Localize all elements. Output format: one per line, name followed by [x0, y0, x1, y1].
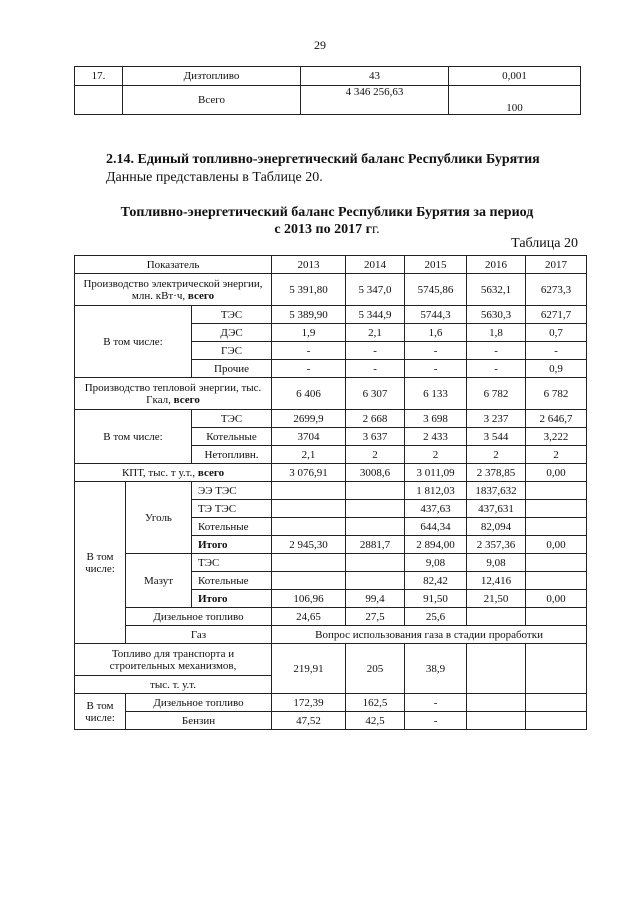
table-cell: -	[405, 342, 467, 360]
row-label: КПТ, тыс. т у.т., всего	[75, 464, 272, 482]
row-label: ТЭС	[192, 306, 272, 324]
table-title	[74, 204, 580, 238]
table-cell: 2881,7	[346, 536, 405, 554]
row-label: Топливо для транспорта и строительных механизмов,	[75, 644, 272, 676]
table-cell	[526, 572, 587, 590]
row-label: Бензин	[126, 712, 272, 730]
table-cell	[272, 518, 346, 536]
table-row	[75, 67, 581, 86]
table-row	[75, 626, 587, 644]
table-cell: -	[346, 360, 405, 378]
table-cell: 0,00	[526, 536, 587, 554]
table-cell	[526, 694, 587, 712]
table-cell: 3704	[272, 428, 346, 446]
table-cell: 6 406	[272, 378, 346, 410]
table-cell: 2	[526, 446, 587, 464]
table-row	[75, 644, 587, 676]
table-row	[75, 554, 587, 572]
table-cell	[346, 572, 405, 590]
table-cell	[467, 608, 526, 626]
table-cell: 0,7	[526, 324, 587, 342]
gas-note: Вопрос использования газа в стадии проработки	[272, 626, 587, 644]
table-cell: 2 668	[346, 410, 405, 428]
row-label: ТЭ ТЭС	[192, 500, 272, 518]
row-label: Итого	[192, 536, 272, 554]
row-label: Котельные	[192, 572, 272, 590]
table-cell: 437,63	[405, 500, 467, 518]
section-heading: 2.14. Единый топливно-энергетический баланс Республики Бурятия	[106, 152, 540, 167]
table-cell	[526, 644, 587, 694]
table-cell: 0,00	[526, 464, 587, 482]
fuel-energy-balance-table	[74, 255, 587, 730]
total-value: 4 346 256,63	[301, 86, 449, 115]
table-cell	[272, 572, 346, 590]
total-label: Всего	[123, 86, 301, 115]
table-cell	[526, 608, 587, 626]
table-cell: 5 391,80	[272, 274, 346, 306]
table-cell: 6273,3	[526, 274, 587, 306]
table-cell: 5630,3	[467, 306, 526, 324]
table-cell: 27,5	[346, 608, 405, 626]
table-cell: 6 782	[467, 378, 526, 410]
row-label: Котельные	[192, 428, 272, 446]
table-cell	[346, 500, 405, 518]
row-label: Производство тепловой энергии, тыс. Гкал, всего	[75, 378, 272, 410]
table-cell: -	[405, 360, 467, 378]
page-number: 29	[314, 38, 326, 52]
table-cell: -	[346, 342, 405, 360]
table-cell: 6 133	[405, 378, 467, 410]
table-cell	[346, 518, 405, 536]
table-cell: 2,1	[272, 446, 346, 464]
row-label: Дизельное топливо	[126, 608, 272, 626]
table-cell: -	[405, 694, 467, 712]
row-label: Итого	[192, 590, 272, 608]
table-cell: 0,00	[526, 590, 587, 608]
table-cell: 205	[346, 644, 405, 694]
table-cell: 2699,9	[272, 410, 346, 428]
table-cell: 5 347,0	[346, 274, 405, 306]
table-cell: 1,9	[272, 324, 346, 342]
table-cell: 2,1	[346, 324, 405, 342]
table-cell	[272, 482, 346, 500]
table-cell: 5 389,90	[272, 306, 346, 324]
table-cell: 9,08	[405, 554, 467, 572]
table-cell: 9,08	[467, 554, 526, 572]
row-label: Дизельное топливо	[126, 694, 272, 712]
header-row	[75, 256, 587, 274]
table-cell: 1837,632	[467, 482, 526, 500]
table-cell: 5744,3	[405, 306, 467, 324]
table-cell: 2 646,7	[526, 410, 587, 428]
header-year: 2016	[467, 256, 526, 274]
table-cell: 12,416	[467, 572, 526, 590]
table-cell: 25,6	[405, 608, 467, 626]
table-row	[75, 712, 587, 730]
table-cell: 3 544	[467, 428, 526, 446]
table-cell: 42,5	[346, 712, 405, 730]
table-cell: 3,222	[526, 428, 587, 446]
table-cell: 38,9	[405, 644, 467, 694]
table-cell: -	[467, 342, 526, 360]
section-text: Данные представлены в Таблице 20.	[106, 170, 323, 185]
table-cell: 106,96	[272, 590, 346, 608]
table-cell	[272, 500, 346, 518]
subgroup-label: Уголь	[126, 482, 192, 554]
table-cell: 47,52	[272, 712, 346, 730]
table-cell: 6271,7	[526, 306, 587, 324]
table-cell: 1 812,03	[405, 482, 467, 500]
table-cell: 2 945,30	[272, 536, 346, 554]
row-label: ГЭС	[192, 342, 272, 360]
table-cell: 82,094	[467, 518, 526, 536]
table-cell	[272, 554, 346, 572]
table-cell: 2 894,00	[405, 536, 467, 554]
table-row	[75, 306, 587, 324]
fuel-value: 43	[301, 67, 449, 86]
table-cell: 3 076,91	[272, 464, 346, 482]
table-cell	[526, 554, 587, 572]
unit-label: тыс. т. у.т.	[75, 676, 272, 694]
fuel-share: 0,001	[449, 67, 581, 86]
table-cell	[467, 712, 526, 730]
table-cell: 3 011,09	[405, 464, 467, 482]
row-label: Производство электрической энергии, млн. кВт·ч, всего	[75, 274, 272, 306]
table-cell: 91,50	[405, 590, 467, 608]
table-cell: 6 782	[526, 378, 587, 410]
table-cell: -	[467, 360, 526, 378]
total-share: 100	[449, 86, 581, 115]
table-cell: 2 433	[405, 428, 467, 446]
table-cell: 1,6	[405, 324, 467, 342]
table-cell: 2	[405, 446, 467, 464]
table-cell	[526, 482, 587, 500]
row-label: Нетопливн.	[192, 446, 272, 464]
table-cell: 172,39	[272, 694, 346, 712]
table-cell: 3 637	[346, 428, 405, 446]
row-label: ЭЭ ТЭС	[192, 482, 272, 500]
table-cell	[346, 482, 405, 500]
table-cell: 24,65	[272, 608, 346, 626]
table-cell: 3 237	[467, 410, 526, 428]
table-row	[75, 464, 587, 482]
table-cell: 2 357,36	[467, 536, 526, 554]
table-label: Таблица 20	[511, 236, 578, 251]
row-label: ТЭС	[192, 554, 272, 572]
table-row	[75, 86, 581, 115]
table-cell: 99,4	[346, 590, 405, 608]
row-label: Газ	[126, 626, 272, 644]
table-cell: 5745,86	[405, 274, 467, 306]
table-cell: -	[272, 360, 346, 378]
header-indicator: Показатель	[75, 256, 272, 274]
previous-table-continuation	[74, 66, 581, 115]
table-title-line2: с 2013 по 2017 гг.	[274, 222, 380, 237]
table-row	[75, 378, 587, 410]
table-cell: 437,631	[467, 500, 526, 518]
table-cell: 5632,1	[467, 274, 526, 306]
table-cell	[526, 712, 587, 730]
table-row	[75, 608, 587, 626]
table-cell: 1,8	[467, 324, 526, 342]
row-label: ТЭС	[192, 410, 272, 428]
table-cell: 5 344,9	[346, 306, 405, 324]
table-cell: 644,34	[405, 518, 467, 536]
table-cell	[346, 554, 405, 572]
table-cell: 0,9	[526, 360, 587, 378]
table-cell: -	[272, 342, 346, 360]
header-year: 2017	[526, 256, 587, 274]
table-cell: 3 698	[405, 410, 467, 428]
table-cell: 162,5	[346, 694, 405, 712]
row-number: 17.	[75, 67, 123, 86]
table-cell	[467, 644, 526, 694]
table-row	[75, 694, 587, 712]
table-cell: -	[526, 342, 587, 360]
table-cell: 21,50	[467, 590, 526, 608]
table-row	[75, 482, 587, 500]
table-cell	[526, 500, 587, 518]
table-cell	[526, 518, 587, 536]
fuel-name: Дизтопливо	[123, 67, 301, 86]
table-cell: 2	[467, 446, 526, 464]
row-label: Прочие	[192, 360, 272, 378]
table-row	[75, 274, 587, 306]
group-label: В том числе:	[75, 410, 192, 464]
row-number	[75, 86, 123, 115]
group-label: В том числе:	[75, 306, 192, 378]
table-cell: -	[405, 712, 467, 730]
table-cell: 219,91	[272, 644, 346, 694]
table-row	[75, 410, 587, 428]
table-title-line1: Топливно-энергетический баланс Республики Бурятия за период	[120, 205, 534, 220]
row-label: ДЭС	[192, 324, 272, 342]
table-cell: 2	[346, 446, 405, 464]
header-year: 2013	[272, 256, 346, 274]
group-label: В том числе:	[75, 482, 126, 644]
table-cell: 6 307	[346, 378, 405, 410]
table-cell	[467, 694, 526, 712]
subgroup-label: Мазут	[126, 554, 192, 608]
table-cell: 3008,6	[346, 464, 405, 482]
table-cell: 2 378,85	[467, 464, 526, 482]
header-year: 2014	[346, 256, 405, 274]
header-year: 2015	[405, 256, 467, 274]
group-label: В том числе:	[75, 694, 126, 730]
row-label: Котельные	[192, 518, 272, 536]
table-cell: 82,42	[405, 572, 467, 590]
